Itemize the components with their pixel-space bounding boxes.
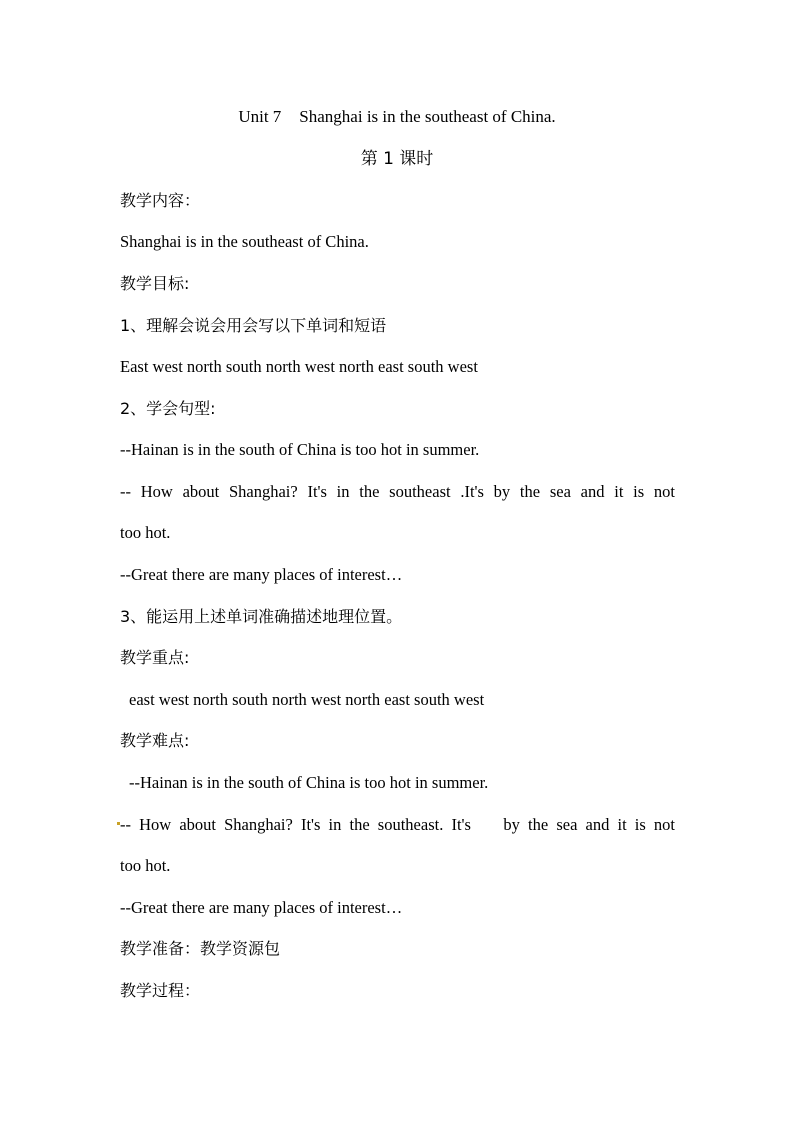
goal-2: 2、学会句型:: [120, 399, 216, 418]
key-points-words: east west north south north west north east south west: [129, 690, 485, 709]
content-label: 教学内容：: [120, 191, 201, 210]
difficult-sentence-3: --Great there are many places of interest…: [120, 898, 403, 917]
goals-label: 教学目标:: [120, 274, 190, 293]
goal-2-sentence-2-cont: too hot.: [120, 523, 171, 542]
difficult-points-label: 教学难点:: [120, 731, 190, 750]
goal-2-sentence-2: -- How about Shanghai? It's in the southeast .It's by the sea and it is not: [120, 482, 675, 501]
difficult-sentence-2: -- How about Shanghai? It's in the southeast. It's by the sea and it is not: [120, 815, 675, 834]
goal-1-words: East west north south north west north east south west: [120, 357, 478, 376]
content-text: Shanghai is in the southeast of China.: [120, 232, 369, 251]
teaching-preparation: 教学准备：教学资源包: [120, 939, 281, 958]
goal-1: 1、理解会说会用会写以下单词和短语: [120, 316, 387, 335]
difficult-sentence-2-cont: too hot.: [120, 856, 171, 875]
key-points-label: 教学重点:: [120, 648, 190, 667]
unit-heading: Shanghai is in the southeast of China.: [299, 107, 556, 126]
difficult-sentence-1: --Hainan is in the south of China is too hot in summer.: [129, 773, 489, 792]
lesson-number: 第 1 课时: [360, 149, 434, 169]
page-title: [0, 106, 794, 128]
teaching-process-label: 教学过程：: [120, 981, 201, 1000]
goal-2-sentence-1: --Hainan is in the south of China is too hot in summer.: [120, 440, 480, 459]
goal-3: 3、能运用上述单词准确描述地理位置。: [120, 607, 403, 626]
unit-label: Unit 7: [238, 107, 282, 126]
goal-2-sentence-3: --Great there are many places of interest…: [120, 565, 403, 584]
